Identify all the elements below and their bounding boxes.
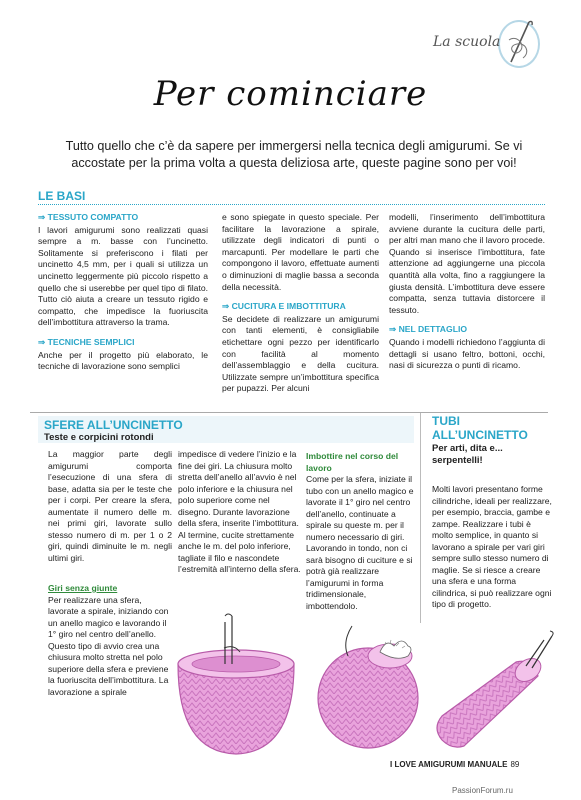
tessuto-heading: ⇒ TESSUTO COMPATTO (38, 212, 208, 224)
sfere-column-2: impedisce di vedere l’inizio e la fine dei giri. La chiusura molto stretta dell’anello all’avvio è nel polo inferiore e la chiusura nel polo superiore come nel disegno. Durante lavorazione della sfera, inserite l’imbottitura. Al termine, cucite strettamente anche le m. del polo inferiore, tagliate il filo e nascondete l’estremità all’interno della sfera. (178, 449, 301, 574)
tubi-subheading: Per arti, dita e... serpentelli! (432, 443, 503, 466)
tubi-heading: TUBI ALL’UNCINETTO (432, 414, 528, 442)
cucitura-heading: ⇒ CUCITURA E IMBOTTITURA (222, 301, 379, 313)
sfere-subheading: Teste e corpicini rotondi (44, 432, 154, 443)
column-divider (420, 413, 421, 623)
crochet-hook-icon (505, 18, 535, 66)
page-title: Per cominciare (153, 74, 428, 114)
sfere-heading: SFERE ALL’UNCINETTO (44, 418, 183, 432)
imbottire-text: Come per la sfera, iniziate il tubo con un anello magico e lavorate il 1° giro nel centro dell’anello, continuate a spirale su queste m. per il numero necessario di giri. Lavorando in tondo, non ci sarà bisogno di cuciture e si potrà già realizzare l’amigurumi in forma tridimensionale, imbottendolo. (306, 474, 414, 611)
tecniche-heading: ⇒ TECNICHE SEMPLICI (38, 337, 208, 349)
section-rule (38, 204, 545, 205)
imbottire-block (306, 451, 414, 612)
giri-block (48, 583, 172, 698)
tessuto-text: I lavori amigurumi sono realizzati quasi sempre a m. basse con l’uncinetto. Solitamente si preferiscono i filati per uncinetto 4,5 mm, per i quali si utilizza un uncinetto leggermente più piccolo rispetto a quello che si userebbe per quel tipo di filato. Tutto ciò aiuta a creare un tessuto rigido e compatto, che impedisce la fuoriuscita dell’imbottitura attraverso la trama. (38, 224, 208, 328)
crochet-bowl-illustration (172, 612, 302, 762)
crochet-sphere-illustration (318, 616, 428, 756)
sfere-column-1: La maggior parte degli amigurumi comporta l’esecuzione di una sfera di base, adatta sia per le teste che per i corpi. Per creare la sfera, aumentate il numero delle m. nei primi giri, lavorate sullo stesso numero di m. per 1 o 2 giri, quindi diminuite le m. negli ultimi giri. (48, 449, 172, 563)
dettaglio-heading: ⇒ NEL DETTAGLIO (389, 324, 545, 336)
dettaglio-text: Quando i modelli richiedono l’aggiunta di dettagli si usano feltro, bottoni, occhi, nasi di sicurezza o punti di ricamo. (389, 336, 545, 371)
tecniche-text: Anche per il progetto più elaborato, le tecniche di lavorazione sono semplici (38, 349, 208, 372)
basi-column-2 (222, 212, 379, 395)
magazine-name: I LOVE AMIGURUMI MANUALE (390, 760, 508, 769)
tubi-text: Molti lavori presentano forme cilindriche, ideali per realizzare, per esempio, braccia, gambe e zampe. Realizzare i tubi è molto semplice, in quanto si lavorano a spirale per vari giri sempre sullo stesso numero di maglie. Se si riesce a creare una sfera e una forma cilindrica, si può realizzare ogni tipo di progetto. (432, 484, 552, 609)
basi-heading: LE BASI (38, 189, 86, 203)
cucitura-text: Se decidete di realizzare un amigurumi con tanti elementi, è consigliabile etichettare ogni pezzo per identificarlo con facilità al momento dell’assemblaggio e della cucitura. Utilizzate sempre un’imbottitura specifica per pupazzi. Per alcuni (222, 313, 379, 394)
giri-text: Per realizzare una sfera, lavorate a spirale, iniziando con un anello magico e lavorando il 1° giro nel centro dell’anello. Questo tipo di avvio crea una chiusura molto stretta nel polo superiore della sfera e previene la fuoriuscita dell’imbottitura. La lavorazione a spirale (48, 594, 169, 697)
intro-text: Tutto quello che c’è da sapere per immergersi nella tecnica degli amigurumi. Se vi accostate per la prima volta a questa deliziosa arte, queste pagine sono per voi! (65, 139, 523, 170)
crochet-tube-illustration (428, 632, 558, 762)
section-divider (30, 412, 548, 413)
section-label: La scuola (433, 34, 501, 50)
basi-col3-text: modelli, l’inserimento dell’imbottitura avviene durante la cucitura delle parti, per altri man mano che il lavoro procede. Quando si inserisce l’imbottitura, fate attenzione ad aggiungerne una piccola quantità alla volta, fino a raggiungere la giusta densità. L’imbottitura deve essere compatta, senza tuttavia distorcere il tessuto. (389, 212, 545, 315)
basi-col2-text: e sono spiegate in questo speciale. Per facilitare la lavorazione a spirale, utilizzate degli indicatori di punti o marcapunti. Per modellare le parti che compongono il lavoro, effettuate aumenti o diminuzioni di maglie bassa a seconda della necessità. (222, 212, 379, 292)
page-footer (390, 760, 519, 769)
basi-column-3 (389, 212, 545, 372)
watermark: PassionForum.ru (452, 786, 513, 795)
basi-column-1 (38, 212, 208, 373)
giri-heading: Giri senza giunte (48, 583, 118, 593)
page-number: 89 (510, 760, 520, 769)
imbottire-heading: Imbottire nel corso del lavoro (306, 451, 399, 473)
